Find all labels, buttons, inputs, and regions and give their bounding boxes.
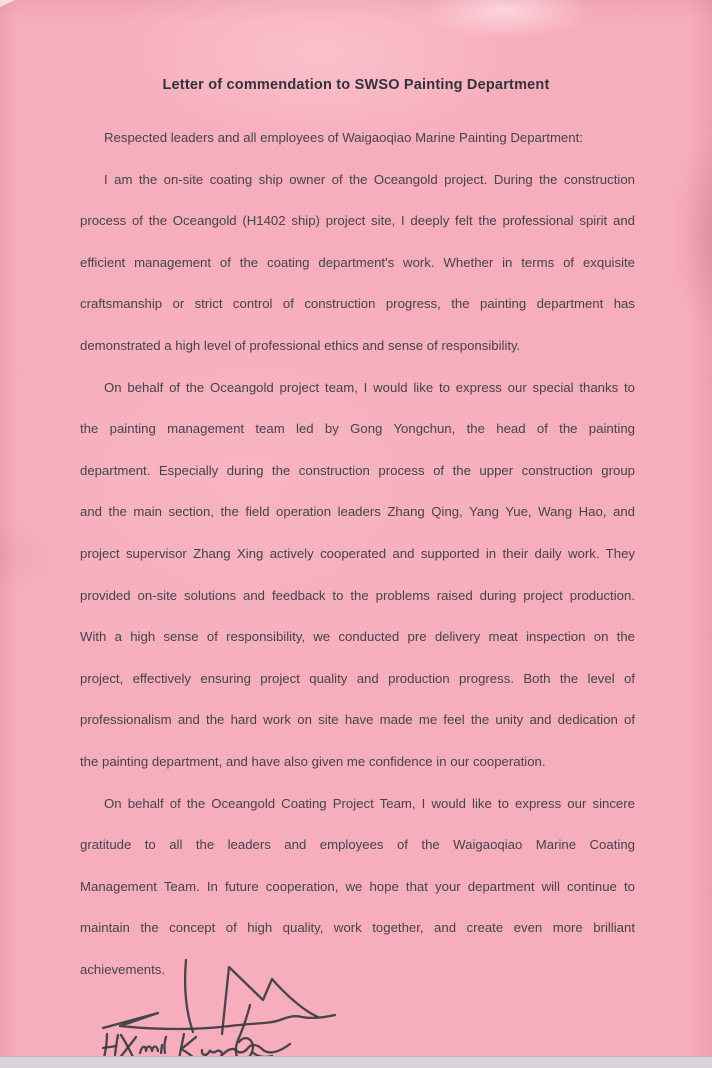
letter-body (80, 117, 635, 990)
letter-line: professionalism and the hard work on site have made me feel the unity and dedication of (80, 712, 635, 728)
handwritten-signature (88, 945, 348, 1068)
letter-line: demonstrated a high level of professional ethics and sense of responsibility. (80, 337, 521, 353)
letter-line: provided on-site solutions and feedback to the problems raised during project production. (80, 587, 635, 603)
letter-line: efficient management of the coating department's work. Whether in terms of exquisite (80, 254, 635, 270)
letter-paragraph (80, 159, 635, 367)
letter-line: achievements. (80, 961, 166, 977)
signature-stroke (185, 960, 193, 1032)
letter-line: craftsmanship or strict control of construction progress, the painting department has (80, 296, 635, 312)
letter-line: and the main section, the field operation leaders Zhang Qing, Yang Yue, Wang Hao, and (80, 504, 635, 520)
signature-stroke (103, 1013, 335, 1029)
signature-name-stroke (115, 1035, 118, 1055)
letter-line: the painting department, and have also given me confidence in our cooperation. (80, 753, 546, 769)
letter-line: process of the Oceangold (H1402 ship) project site, I deeply felt the professional spirit and (80, 213, 635, 229)
letter-line: gratitude to all the leaders and employees of the Waigaoqiao Marine Coating (80, 837, 635, 853)
signature-name-stroke (103, 1046, 116, 1048)
letter-line: project, effectively ensuring project quality and production progress. Both the level of (80, 670, 635, 686)
signature-name-stroke (164, 1037, 166, 1053)
letter-line: On behalf of the Oceangold Coating Project Team, I would like to express our sincere (104, 795, 635, 811)
signature-name-stroke (104, 1034, 107, 1058)
letter-salutation: Respected leaders and all employees of Waigaoqiao Marine Painting Department: (104, 130, 583, 145)
signature-name-stroke (161, 1045, 162, 1053)
signature-name-stroke (202, 1044, 290, 1056)
scanner-edge-strip (0, 1056, 712, 1068)
letter-line: On behalf of the Oceangold project team, I would like to express our special thanks to (104, 379, 635, 395)
letter-line: Management Team. In future cooperation, we hope that your department will continue to (80, 878, 635, 894)
letter-line: maintain the concept of high quality, work together, and create even more brilliant (80, 920, 635, 936)
letter-line: I am the on-site coating ship owner of the Oceangold project. During the construction (104, 171, 635, 187)
letter-line: With a high sense of responsibility, we conducted pre delivery meat inspection on the (80, 629, 635, 645)
letter-title: Letter of commendation to SWSO Painting Department (162, 77, 550, 93)
paper-corner-artifact (0, 0, 15, 7)
letter-line: project supervisor Zhang Xing actively cooperated and supported in their daily work. They (80, 545, 635, 561)
signature-name-stroke (140, 1047, 158, 1054)
letter-paragraph (80, 367, 635, 783)
signature-stroke (222, 967, 318, 1034)
letter-line: the painting management team led by Gong Yongchun, the head of the painting (80, 421, 635, 437)
letter-line: department. Especially during the construction process of the upper construction group (80, 462, 635, 478)
letter-paragraphs (80, 159, 635, 991)
